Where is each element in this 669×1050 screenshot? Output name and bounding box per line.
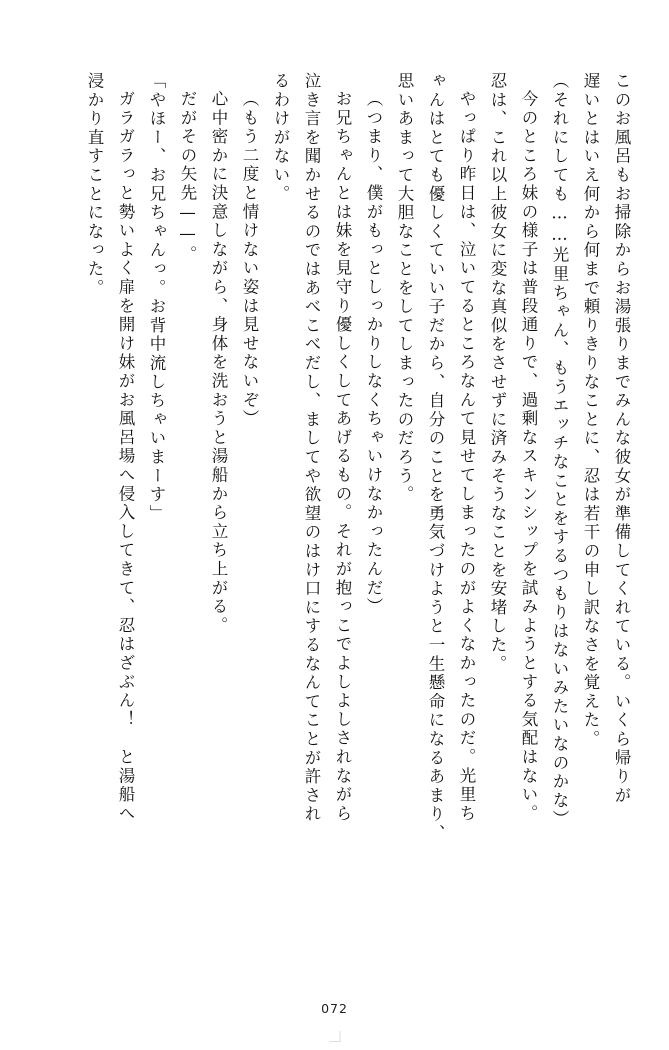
- text-line: やっぱり昨日は、泣いてるところなんて見せてしまったのがよくなかったのだ。光里ち: [457, 90, 476, 824]
- text-line: ゃんはとても優しくていい子だから、自分のことを勇気づけようと一生懸命になるあまり、: [426, 72, 445, 843]
- body-text-block: [40, 72, 629, 975]
- text-line: 今のところ妹の様子は普段通りで、過剰なスキンシップを試みようとする気配はない。: [519, 90, 538, 824]
- text-line: 忍は、これ以上彼女に変な真似をさせずに済みそうなことを安堵した。: [488, 72, 507, 674]
- text-line: （つまり、僕がもっとしっかりしなくちゃいけなかったんだ）: [364, 90, 383, 617]
- page-number: 072: [321, 1001, 348, 1016]
- text-line: だがその矢先——。: [178, 90, 197, 265]
- text-line: 心中密かに決意しながら、身体を洗おうと湯船から立ち上がる。: [209, 90, 228, 636]
- text-line: 遅いとはいえ何から何まで頼りきりなことに、忍は若干の申し訳なさを覚えた。: [581, 72, 600, 749]
- text-line: （もう二度と情けない姿は見せないぞ）: [240, 90, 259, 429]
- page-fold-mark: [329, 1031, 340, 1042]
- text-line: お兄ちゃんとは妹を見守り優しくしてあげるもの。それが抱っこでよしよしされながら: [333, 90, 352, 824]
- text-line: 泣き言を聞かせるのではあべこべだし、ましてや欲望のはけ口にするなんてことが許され: [302, 72, 321, 824]
- text-line: このお風呂もお掃除からお湯張りまでみんな彼女が準備してくれている。いくら帰りが: [612, 72, 631, 806]
- text-line: 「やほー、お兄ちゃんっ。お背中流しちゃいまーす」: [147, 72, 166, 524]
- text-line: るわけがない。: [271, 72, 290, 204]
- text-line: 浸かり直すことになった。: [85, 72, 104, 298]
- text-line: （それにしても……光里ちゃん、もうエッチなことをするつもりはないみたいなのかな）: [550, 72, 569, 829]
- text-line: ガラガラっと勢いよく扉を開け妹がお風呂場へ侵入してきて、忍はざぶん！ と湯船へ: [116, 90, 135, 824]
- text-line: 思いあまって大胆なことをしてしまったのだろう。: [395, 72, 414, 505]
